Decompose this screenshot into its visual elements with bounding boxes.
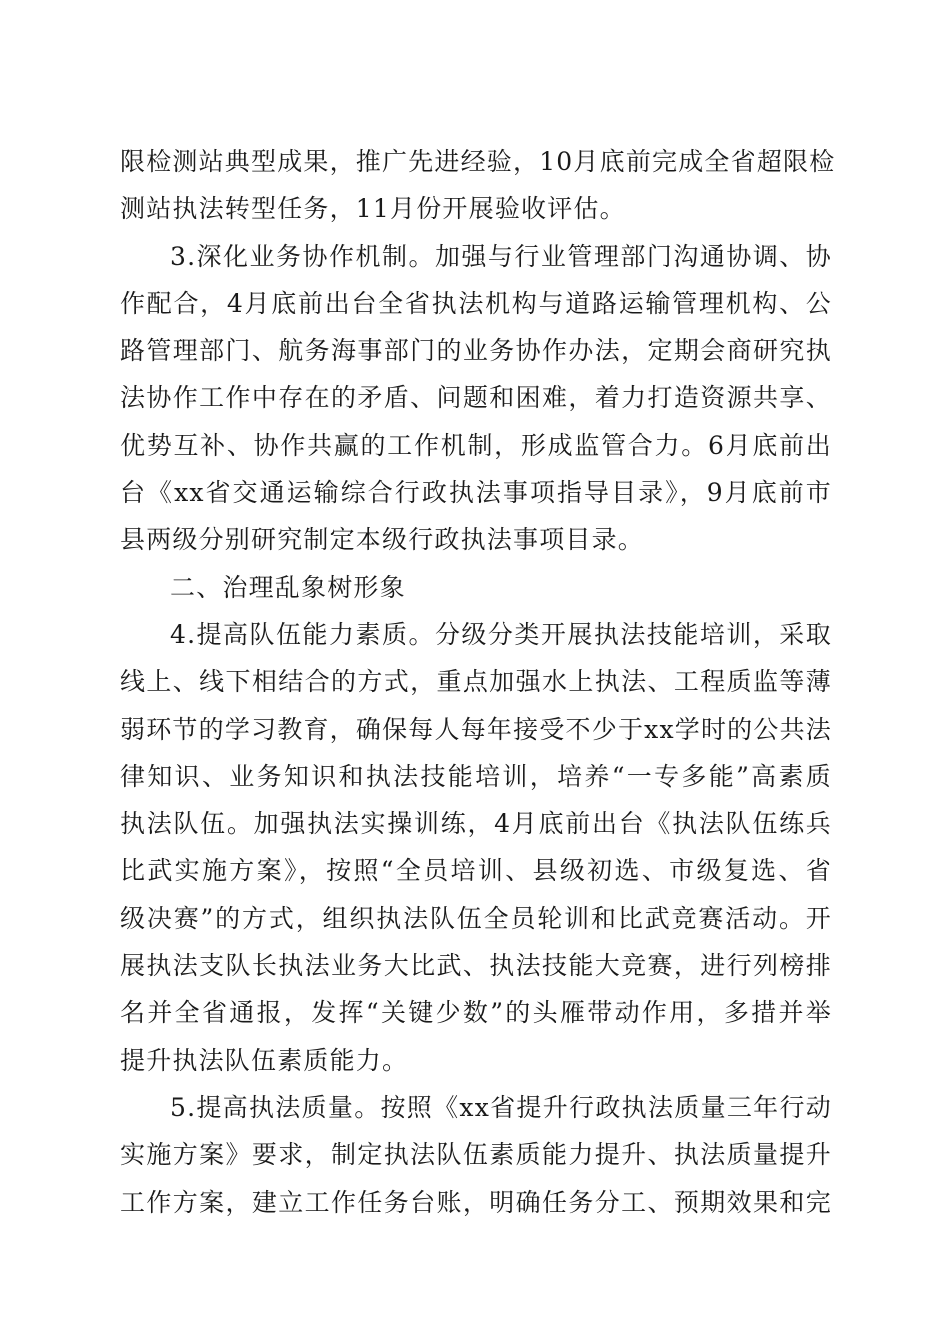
text-line: 名并全省通报，发挥“关键少数”的头雁带动作用，多措并举 — [120, 998, 832, 1028]
text-line: 测站执法转型任务，11月份开展验收评估。 — [120, 194, 626, 224]
text-line: 限检测站典型成果，推广先进经验，10月底前完成全省超限检 — [120, 147, 836, 176]
text-line: 台《xx省交通运输综合行政执法事项指导目录》，9月底前市 — [120, 478, 832, 508]
text-line: 实施方案》要求，制定执法队伍素质能力提升、执法质量提升 — [120, 1140, 832, 1170]
section-heading: 二、治理乱象树形象 — [170, 572, 406, 602]
text-line: 线上、线下相结合的方式，重点加强水上执法、工程质监等薄 — [120, 667, 832, 697]
text-line: 律知识、业务知识和执法技能培训，培养“一专多能”高素质 — [120, 761, 832, 791]
text-line: 提升执法队伍素质能力。 — [120, 1045, 409, 1075]
text-line: 工作方案，建立工作任务台账，明确任务分工、预期效果和完 — [120, 1187, 832, 1217]
paragraph-start-line: 5.提高执法质量。按照《xx省提升行政执法质量三年行动 — [170, 1092, 832, 1122]
document-body — [120, 138, 836, 1226]
text-line: 执法队伍。加强执法实操训练，4月底前出台《执法队伍练兵 — [120, 809, 832, 839]
text-line: 展执法支队长执法业务大比武、执法技能大竞赛，进行列榜排 — [120, 951, 832, 981]
text-line: 比武实施方案》，按照“全员培训、县级初选、市级复选、省 — [120, 856, 832, 886]
text-line: 作配合，4月底前出台全省执法机构与道路运输管理机构、公 — [120, 288, 832, 318]
text-line: 路管理部门、航务海事部门的业务协作办法，定期会商研究执 — [120, 336, 832, 366]
paragraph-start-line: 3.深化业务协作机制。加强与行业管理部门沟通协调、协 — [170, 241, 832, 271]
text-line: 级决赛”的方式，组织执法队伍全员轮训和比武竞赛活动。开 — [120, 903, 832, 933]
text-line: 法协作工作中存在的矛盾、问题和困难，着力打造资源共享、 — [120, 383, 832, 413]
paragraph-start-line: 4.提高队伍能力素质。分级分类开展执法技能培训，采取 — [170, 619, 832, 649]
text-line: 优势互补、协作共赢的工作机制，形成监管合力。6月底前出 — [120, 430, 832, 460]
text-line: 县两级分别研究制定本级行政执法事项目录。 — [120, 525, 645, 555]
text-line: 弱环节的学习教育，确保每人每年接受不少于xx学时的公共法 — [120, 714, 832, 744]
